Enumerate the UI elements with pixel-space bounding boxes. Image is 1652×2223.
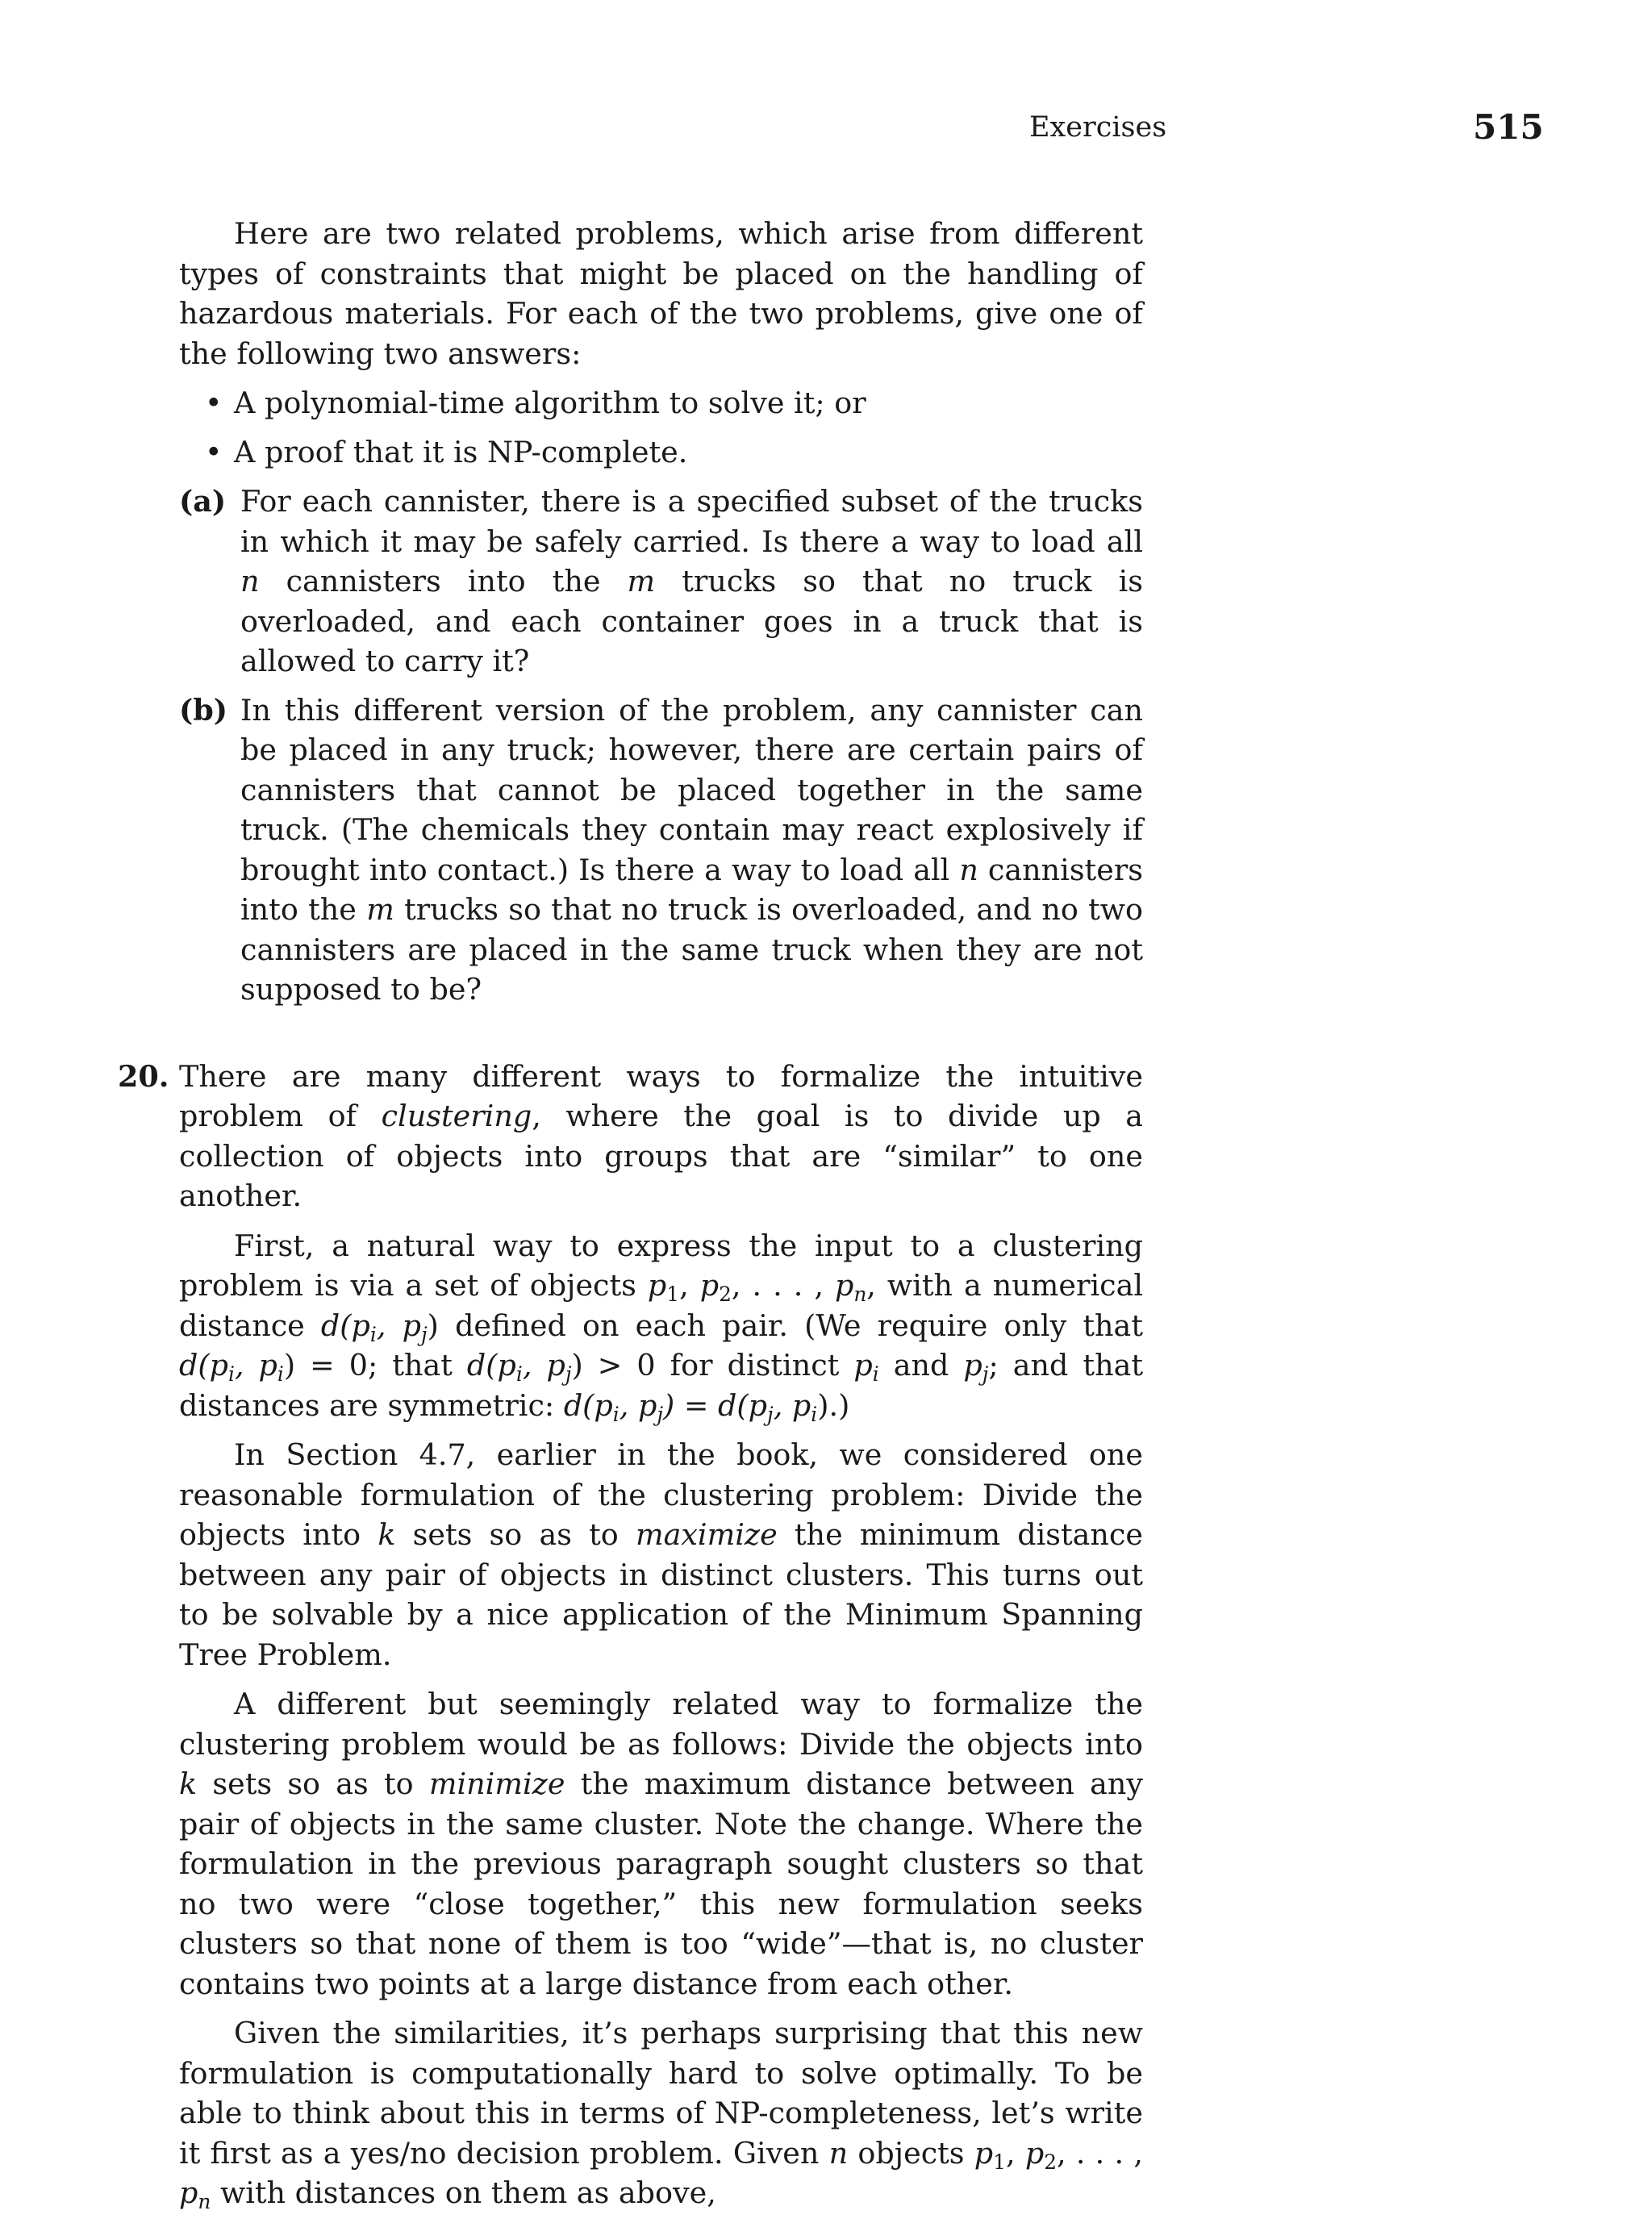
part-label: (a) (179, 484, 227, 519)
page-number: 515 (1473, 107, 1544, 147)
part-text: In this different version of the problem, any cannister can be placed in any truck; however, there are certain pairs of cannisters that cannot be placed together in the same truck. (The chemicals they contain may react explosively if brought into contact.) Is there a way to load all n cannisters into the m trucks so that no truck is overloaded, and no two cannisters are placed in the same truck when they are not supposed to be? (240, 692, 1143, 1007)
page-body (118, 214, 1144, 2223)
part-label: (b) (179, 692, 228, 728)
intro-paragraph: Here are two related problems, which arise from different types of constraints that might be placed on the handling of hazardous materials. For each of the two problems, give one of the following two answers: (179, 216, 1143, 371)
bullet-text: A polynomial-time algorithm to solve it; or (234, 386, 866, 420)
bullet-icon: • (205, 434, 223, 469)
exercise-number: 20. (118, 1058, 169, 1094)
part-text: For each cannister, there is a specified subset of the trucks in which it may be safely carried. Is there a way to load all n cannisters into the m trucks so that no truck is overloaded, and each container goes in a truck that is allowed to carry it? (240, 484, 1143, 678)
sub-problems (179, 482, 1143, 1010)
exercise-paragraph-5: Given the similarities, it’s perhaps surprising that this new formulation is computationally hard to solve optimally. To be able to think about this in terms of NP-completeness, let’s write it first as a yes/no decision problem. Given n objects $p_1$, $p_2$, . . . , $p_n$ with distances on them as above, (179, 2016, 1143, 2213)
running-head: Exercises (1029, 111, 1167, 144)
list-item (179, 383, 1143, 423)
list-item (179, 432, 1143, 473)
exercise-paragraph-2: First, a natural way to express the input to a clustering problem is via a set of objects $p_1$, $p_2$, . . . , $p_n$, with a numerical distance $d(p_i$, $p_j$) defined on each pair. (We require only that $d(p_i$, $p_i) = 0$; that $d(p_i$, $p_j) > 0$ for distinct $p_i$ and $p_j$; and that distances are symmetric: $d(p_i$, $p_j) = d(p_j$, $p_i$).) (179, 1228, 1144, 1426)
part-b (179, 690, 1143, 1010)
exercise-paragraph-4: A different but seemingly related way to formalize the clustering problem would be as follows: Divide the objects into k sets so as to minimize the maximum distance between any pair of objects in the same cluster. Note the change. Where the formulation in the previous paragraph sought clusters so that no two were “close together,” this new formulation seeks clusters so that none of them is too “wide”—that is, no cluster contains two points at a large distance from each other. (179, 1687, 1143, 2001)
exercise-20 (118, 1057, 1144, 2213)
part-a (179, 482, 1143, 682)
bullet-text: A proof that it is NP-complete. (234, 434, 688, 469)
exercise-paragraph-3: In Section 4.7, earlier in the book, we considered one reasonable formulation of the clustering problem: Divide the objects into k sets so as to maximize the minimum distance between any pair of objects in distinct clusters. This turns out to be solvable by a nice application of the Minimum Spanning Tree Problem. (179, 1437, 1143, 1672)
exercise-paragraph-1: There are many different ways to formalize the intuitive problem of clustering, where the goal is to divide up a collection of objects into groups that are “similar” to one another. (179, 1058, 1143, 1213)
answer-options-list (179, 383, 1143, 472)
bullet-icon: • (205, 386, 223, 420)
